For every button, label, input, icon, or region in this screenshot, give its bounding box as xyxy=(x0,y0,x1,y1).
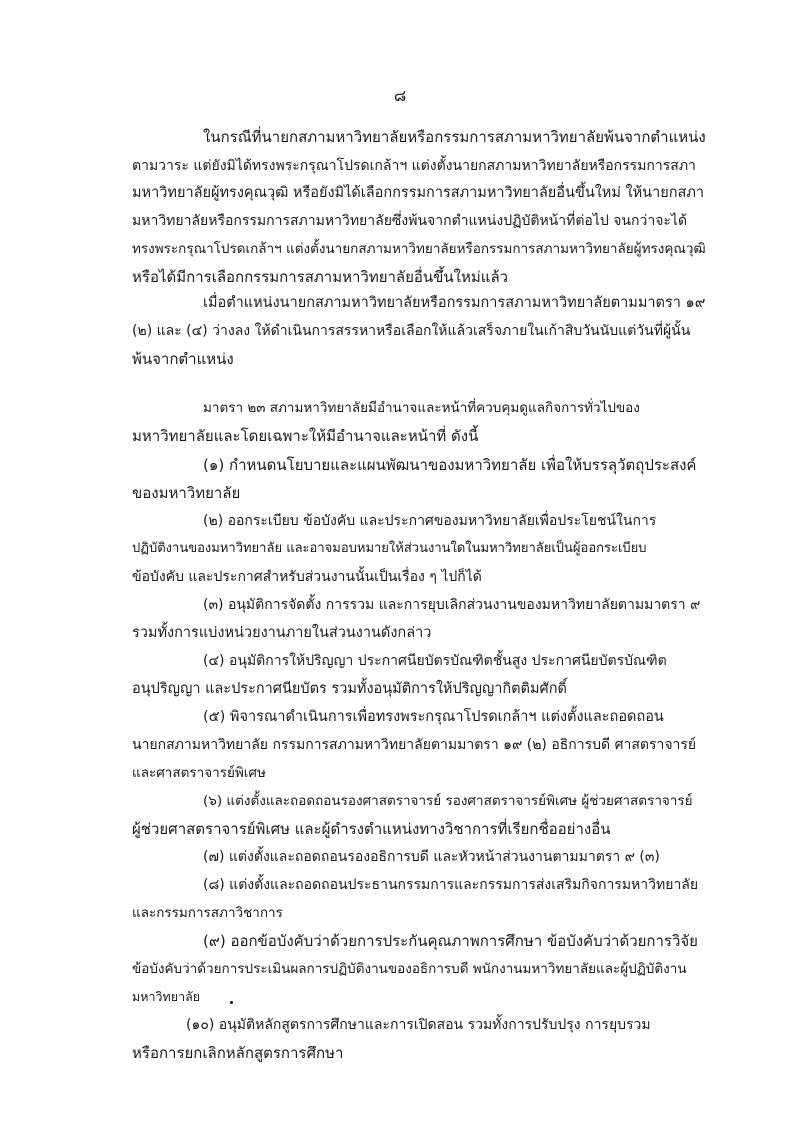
paragraph-line: อนุปริญญา และประกาศนียบัตร รวมทั้งอนุมัติการให้ปริญญากิตติมศักดิ์ xyxy=(132,681,567,697)
paragraph-line: ตามวาระ แต่ยังมิได้ทรงพระกรุณาโปรดเกล้าฯ แต่งตั้งนายกสภามหาวิทยาลัยหรือกรรมการสภา xyxy=(132,158,696,174)
list-item-line: (๓) อนุมัติการจัดตั้ง การรวม และการยุบเลิกส่วนงานของมหาวิทยาลัยตามมาตรา ๙ xyxy=(203,597,701,613)
paragraph-line: (๒) และ (๔) ว่างลง ให้ดำเนินการสรรหาหรือเลือกให้แล้วเสร็จภายในเก้าสิบวันนับแต่วันที่ผู้นั้น xyxy=(132,323,691,339)
paragraph-line: เมื่อตำแหน่งนายกสภามหาวิทยาลัยหรือกรรมการสภามหาวิทยาลัยตามมาตรา ๑๙ xyxy=(203,295,706,311)
paragraph-line: ข้อบังคับ และประกาศสำหรับส่วนงานนั้นเป็นเรื่อง ๆ ไปก็ได้ xyxy=(132,569,482,585)
paragraph-line: ทรงพระกรุณาโปรดเกล้าฯ แต่งตั้งนายกสภามหาวิทยาลัยหรือกรรมการสภามหาวิทยาลัยผู้ทรงคุณวุฒิ xyxy=(132,241,706,257)
list-item-line: (๙) ออกข้อบังคับว่าด้วยการประกันคุณภาพการศึกษา ข้อบังคับว่าด้วยการวิจัย xyxy=(203,932,698,950)
paragraph-line: มหาวิทยาลัยผู้ทรงคุณวุฒิ หรือยังมิได้เลือกกรรมการสภามหาวิทยาลัยอื่นขึ้นใหม่ ให้นายกสภา xyxy=(132,185,705,201)
list-item-line: (๑๐) อนุมัติหลักสูตรการศึกษาและการเปิดสอน รวมทั้งการปรับปรุง การยุบรวม xyxy=(186,1017,651,1033)
paragraph-line: พ้นจากตำแหน่ง xyxy=(132,350,234,368)
list-item-line: (๑) กำหนดนโยบายและแผนพัฒนาของมหาวิทยาลัย เพื่อให้บรรลุวัตถุประสงค์ xyxy=(203,456,697,474)
list-item-line: (๒) ออกระเบียบ ข้อบังคับ และประกาศของมหาวิทยาลัยเพื่อประโยชน์ในการ xyxy=(203,513,657,529)
list-item-line: (๘) แต่งตั้งและถอดถอนประธานกรรมการและกรรมการส่งเสริมกิจการมหาวิทยาลัย xyxy=(203,877,699,893)
paragraph-line: ในกรณีที่นายกสภามหาวิทยาลัยหรือกรรมการสภามหาวิทยาลัยพ้นจากตำแหน่ง xyxy=(203,128,706,146)
paragraph-line: มหาวิทยาลัย xyxy=(132,989,201,1004)
list-item-line: (๖) แต่งตั้งและถอดถอนรองศาสตราจารย์ รองศาสตราจารย์พิเศษ ผู้ช่วยศาสตราจารย์ xyxy=(203,793,693,809)
paragraph-line: มหาวิทยาลัยและโดยเฉพาะให้มีอำนาจและหน้าที่ ดังนี้ xyxy=(132,427,479,445)
paragraph-line: หรือการยกเลิกหลักสูตรการศึกษา xyxy=(132,1044,344,1062)
page-number: ๘ xyxy=(393,86,407,105)
paragraph-line: ข้อบังคับว่าด้วยการประเมินผลการปฏิบัติงานของอธิการบดี พนักงานมหาวิทยาลัยและผู้ปฏิบัติงาน xyxy=(132,961,687,977)
paragraph-line: มหาวิทยาลัยหรือกรรมการสภามหาวิทยาลัยซึ่งพ้นจากตำแหน่งปฏิบัติหน้าที่ต่อไป จนกว่าจะได้ xyxy=(132,213,688,229)
paragraph-line: และกรรมการสภาวิชาการ xyxy=(132,905,283,921)
paragraph-line: ผู้ช่วยศาสตราจารย์พิเศษ และผู้ดำรงตำแหน่งทางวิชาการที่เรียกชื่ออย่างอื่น xyxy=(132,820,611,838)
list-item-line: (๗) แต่งตั้งและถอดถอนรองอธิการบดี และหัวหน้าส่วนงานตามมาตรา ๙ (๓) xyxy=(203,849,660,865)
paragraph-line: รวมทั้งการแบ่งหน่วยงานภายในส่วนงานดังกล่าว xyxy=(132,625,432,641)
scan-speck xyxy=(230,1001,233,1004)
list-item-line: (๕) พิจารณาดำเนินการเพื่อทรงพระกรุณาโปรดเกล้าฯ แต่งตั้งและถอดถอน xyxy=(203,709,664,725)
paragraph-line: นายกสภามหาวิทยาลัย กรรมการสภามหาวิทยาลัยตามมาตรา ๑๙ (๒) อธิการบดี ศาสตราจารย์ xyxy=(132,737,697,753)
paragraph-line: และศาสตราจารย์พิเศษ xyxy=(132,765,266,781)
list-item-line: (๔) อนุมัติการให้ปริญญา ประกาศนียบัตรบัณฑิตชั้นสูง ประกาศนียบัตรบัณฑิต xyxy=(203,653,667,669)
paragraph-line: ของมหาวิทยาลัย xyxy=(132,484,241,502)
paragraph-line: หรือได้มีการเลือกกรรมการสภามหาวิทยาลัยอื่นขึ้นใหม่แล้ว xyxy=(132,268,509,286)
paragraph-line: ปฏิบัติงานของมหาวิทยาลัย และอาจมอบหมายให้ส่วนงานใดในมหาวิทยาลัยเป็นผู้ออกระเบียบ xyxy=(132,541,647,556)
section-heading-line: มาตรา ๒๓ สภามหาวิทยาลัยมีอำนาจและหน้าที่ควบคุมดูแลกิจการทั่วไปของ xyxy=(203,400,640,416)
